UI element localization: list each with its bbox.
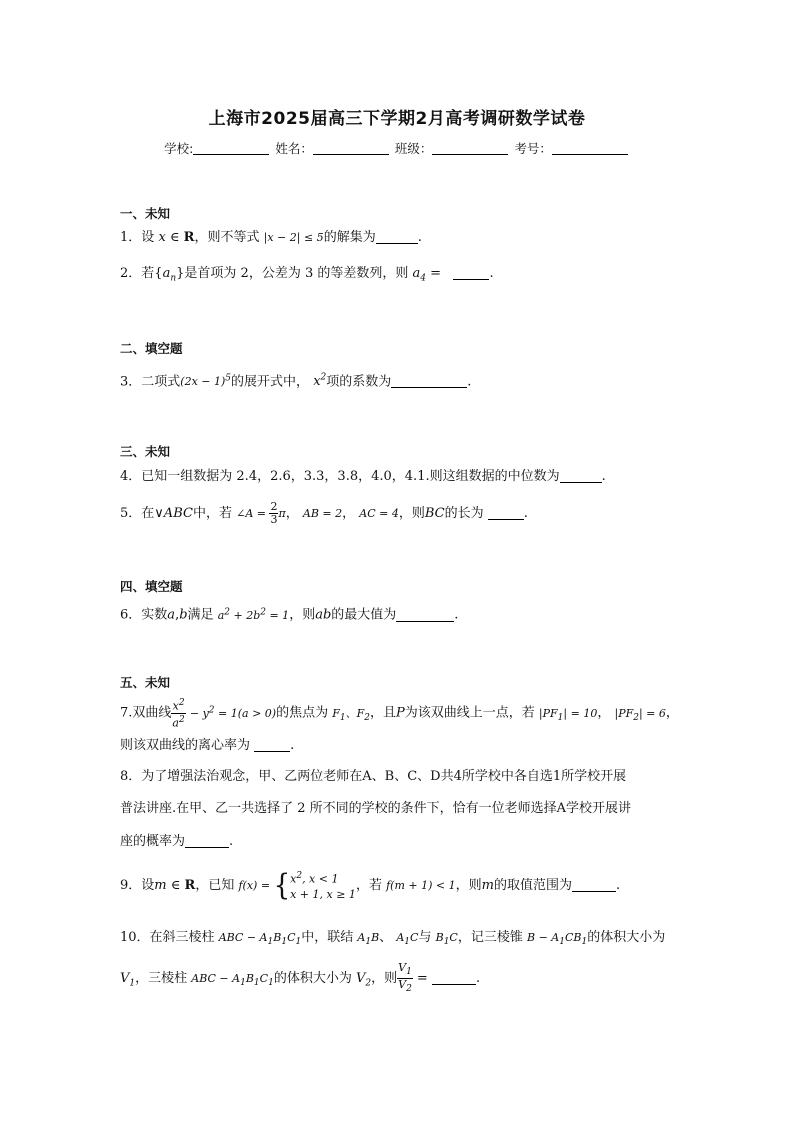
question-10-line-2: $V_1$，三棱柱 ABC − $A_1B_1C_1$的体积大小为 $V_2$，则 $\frac{V_1}{V_2}$ = . xyxy=(120,961,481,995)
class-field[interactable] xyxy=(432,142,508,155)
question-6: 6．实数a,b满足 $a^2 + 2b^2 = 1$，则ab的最大值为 . xyxy=(120,607,459,623)
question-7: 7.双曲线 $\frac{x^2}{a^2}$ − $y^2 = 1(a > 0)$的焦点为 $F_1$、$F_2$，且P为该双曲线上一点，若 $|PF_1| = 10$， $|PF_2| = 6$， xyxy=(120,698,679,730)
answer-blank-2[interactable] xyxy=(453,266,489,280)
question-7-line-2: 则该双曲线的离心率为 . xyxy=(120,738,295,753)
question-3: 3．二项式$(2x - 1)^5$的展开式中， $x^2$项的系数为 . xyxy=(120,373,472,390)
school-field[interactable] xyxy=(193,142,269,155)
student-info-row xyxy=(0,139,794,157)
answer-blank-3[interactable] xyxy=(391,374,467,388)
section-heading-5: 五、未知 xyxy=(120,675,171,690)
section-heading-3: 三、未知 xyxy=(120,444,171,459)
answer-blank-10[interactable] xyxy=(432,971,476,985)
answer-blank-7[interactable] xyxy=(254,738,290,752)
name-field[interactable] xyxy=(313,142,389,155)
answer-blank-8[interactable] xyxy=(185,834,229,848)
answer-blank-6[interactable] xyxy=(396,608,454,622)
page-title: 上海市2025届高三下学期2月高考调研数学试卷 xyxy=(208,109,586,129)
answer-blank-5[interactable] xyxy=(488,506,524,520)
section-heading-1: 一、未知 xyxy=(120,206,171,221)
answer-blank-9[interactable] xyxy=(572,878,616,892)
question-8: 8．为了增强法治观念，甲、乙两位老师在A、B、C、D共4所学校中各自选1所学校开展 xyxy=(120,769,627,784)
exam-no-field[interactable] xyxy=(552,142,628,155)
question-8-line-3: 座的概率为 . xyxy=(120,834,234,849)
question-2: 2．若$\{a_n\}$是首项为 2，公差为 3 的等差数列，则 $a_4$ = . xyxy=(120,266,494,284)
answer-blank-1[interactable] xyxy=(376,230,418,244)
school-label: 学校: xyxy=(164,141,194,156)
name-label: 姓名： xyxy=(275,141,313,156)
answer-blank-4[interactable] xyxy=(560,469,602,483)
question-5: 5．在∨ABC中，若 ∠A = $\frac{2}{3}$ π， AB = 2， AC = 4，则BC的长为 . xyxy=(120,500,528,526)
question-4: 4．已知一组数据为 2.4，2.6，3.3，3.8，4.0，4.1.则这组数据的中位数为 . xyxy=(120,469,606,484)
piecewise-brace: { xyxy=(273,869,291,902)
section-heading-2: 二、填空题 xyxy=(120,341,183,356)
question-9: 9．设m ∈ R，已知 f(x) = { $x^2$, x < 1 x + 1, x ≥ 1 ，若 f(m + 1) < 1，则m的取值范围为 . xyxy=(120,869,621,902)
question-8-line-2: 普法讲座.在甲、乙一共选择了 2 所不同的学校的条件下，恰有一位老师选择A学校开展讲 xyxy=(120,801,632,816)
question-10: 10．在斜三棱柱 ABC − $A_1B_1C_1$中，联结 $A_1B$、 $A_1C$与 $B_1C$，记三棱锥 $B - A_1CB_1$的体积大小为 xyxy=(120,930,666,948)
exam-no-label: 考号： xyxy=(514,141,552,156)
section-heading-4: 四、填空题 xyxy=(120,579,183,594)
class-label: 班级： xyxy=(394,141,433,156)
question-1: 1．设 x ∈ R，则不等式 |x − 2| ≤ 5的解集为 . xyxy=(120,230,422,245)
